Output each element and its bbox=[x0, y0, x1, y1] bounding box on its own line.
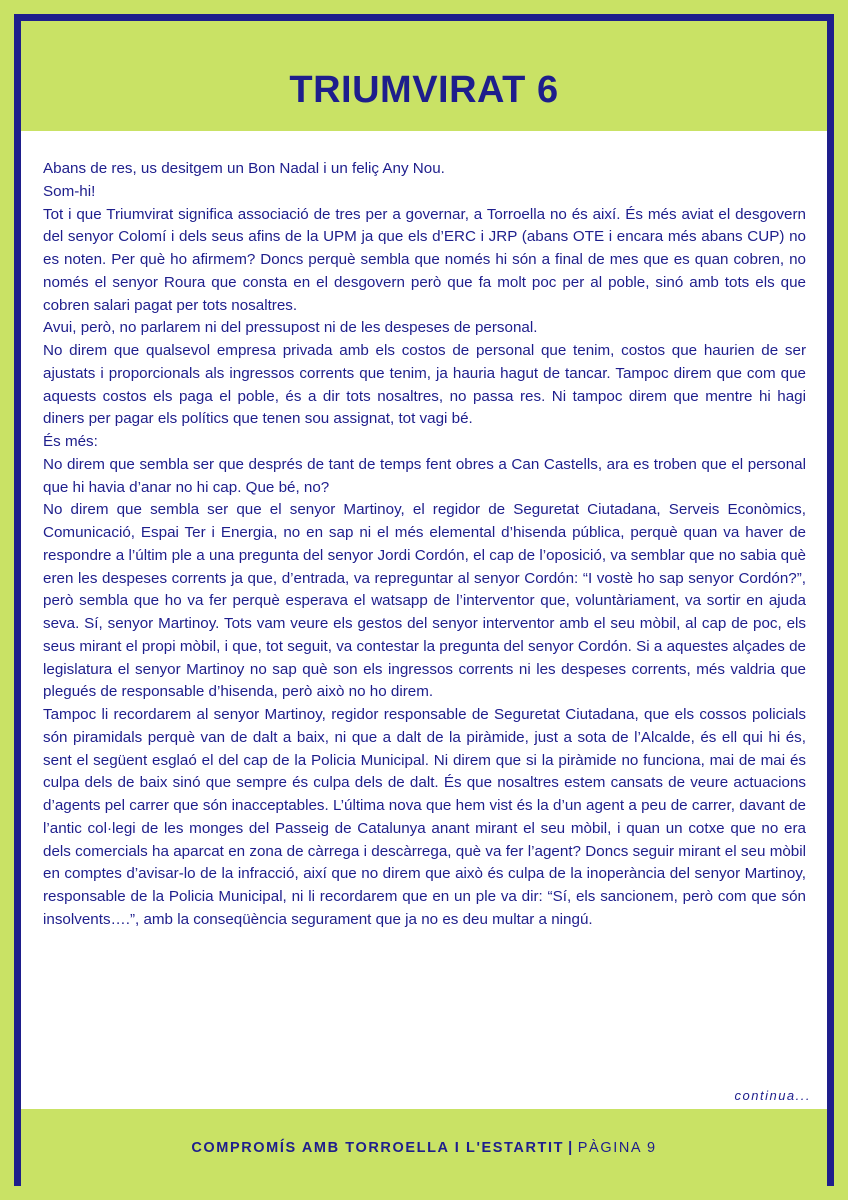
article-paragraph: No direm que sembla ser que després de tant de temps fent obres a Can Castells, ara es troben que el personal que hi havia d’anar no hi cap. Que bé, no? bbox=[43, 455, 806, 496]
article-paragraph: No direm que sembla ser que el senyor Martinoy, el regidor de Seguretat Ciutadana, Serveis Econòmics, Comunicació, Espai Ter i Energia, no en sap ni el més elemental d’hisenda pública, perquè quan va haver de respondre a l’últim ple a una pregunta del senyor Jordi Cordón, el cap de l’oposició, va semblar que no sabia què eren les despeses corrents ja que, d’entrada, va repreguntar al senyor Cordón: “I vostè ho sap senyor Cordón?”, però sembla que ho va fer perquè esperava el watsapp de l’interventor que, voluntàriament, va sortir en ajuda seva. Sí, senyor Martinoy. Tots vam veure els gestos del senyor interventor amb el seu mòbil, al cap de poc, els seus mirant el propi mòbil, i que, tot seguit, va contestar la pregunta del senyor Cordón. Si a aquestes alçades de legislatura el senyor Martinoy no sap què son els ingressos corrents ni les despeses corrents, més valdria que plegués de responsable d’hisenda, però això no ho direm. bbox=[43, 501, 806, 701]
page-title: TRIUMVIRAT 6 bbox=[289, 69, 559, 111]
article-paragraph: Som-hi! bbox=[43, 182, 96, 200]
footer-separator: | bbox=[568, 1140, 574, 1156]
footer-line bbox=[21, 1141, 827, 1156]
article-paragraph: No direm que qualsevol empresa privada amb els costos de personal que tenim, costos que haurien de ser ajustats i proporcionals als ingressos corrents que tenim, ja hauria hagut de tancar. Tampoc direm que com que aquests costos els paga el poble, és a dir tots nosaltres, no passa res. Ni tampoc direm que mentre hi hagi diners per pagar els polítics que tenen sou assignat, tot vagi bé. bbox=[43, 342, 806, 428]
header-band bbox=[21, 21, 827, 131]
article-paragraph: Abans de res, us desitgem un Bon Nadal i un feliç Any Nou. bbox=[43, 160, 445, 177]
article-paragraph: És més: bbox=[43, 433, 98, 450]
publication-name: COMPROMÍS AMB TORROELLA I L'ESTARTIT bbox=[191, 1140, 565, 1156]
article-body bbox=[43, 158, 806, 932]
footer-band bbox=[21, 1109, 827, 1186]
page-number: PÀGINA 9 bbox=[577, 1140, 657, 1156]
continued-note: continua... bbox=[734, 1088, 811, 1103]
article-paragraph: Tot i que Triumvirat significa associació de tres per a governar, a Torroella no és així. És més aviat el desgovern del senyor Colomí i dels seus afins de la UPM ja que els d’ERC i JRP (abans OTE i encara més abans CUP) no es noten. Per què ho afirmem? Doncs perquè sembla que només hi són a final de mes que es quan cobren, no només el senyor Roura que consta en el desgovern però que fa molt poc per al poble, sinó amb tots els que cobren salari pagat per tots nosaltres. bbox=[43, 205, 806, 314]
article-paragraph: Tampoc li recordarem al senyor Martinoy, regidor responsable de Seguretat Ciutadana, que els cossos policials són piramidals perquè van de dalt a baix, ni que a dalt de la piràmide, just a sota de l’Alcalde, és ell qui hi és, sent el següent esglaó el del cap de la Policia Municipal. Ni direm que si la piràmide no funciona, mai de mai és culpa dels de baix sinó que sempre és culpa dels de dalt. És que nosaltres estem cansats de veure actuacions d’agents pel carrer que són inacceptables. L’última nova que hem vist és la d’un agent a peu de carrer, davant de l’antic col·legi de les monges del Passeig de Catalunya anant mirant el seu mòbil, i quan un cotxe que no era dels comercials ha aparcat en zona de càrrega i descàrrega, què va fer l’agent? Doncs seguir mirant el seu mòbil en comptes d’avisar-lo de la infracció, així que no direm que això és culpa de la inoperància del senyor Martinoy, responsable de la Policia Municipal, ni li recordarem que en un ple va dir: “Sí, els sancionem, però com que són insolvents….”, amb la conseqüència segurament que ja no es deu multar a ningú. bbox=[43, 706, 806, 928]
article-paragraph: Avui, però, no parlarem ni del pressupost ni de les despeses de personal. bbox=[43, 319, 538, 337]
article-panel bbox=[21, 131, 827, 1109]
